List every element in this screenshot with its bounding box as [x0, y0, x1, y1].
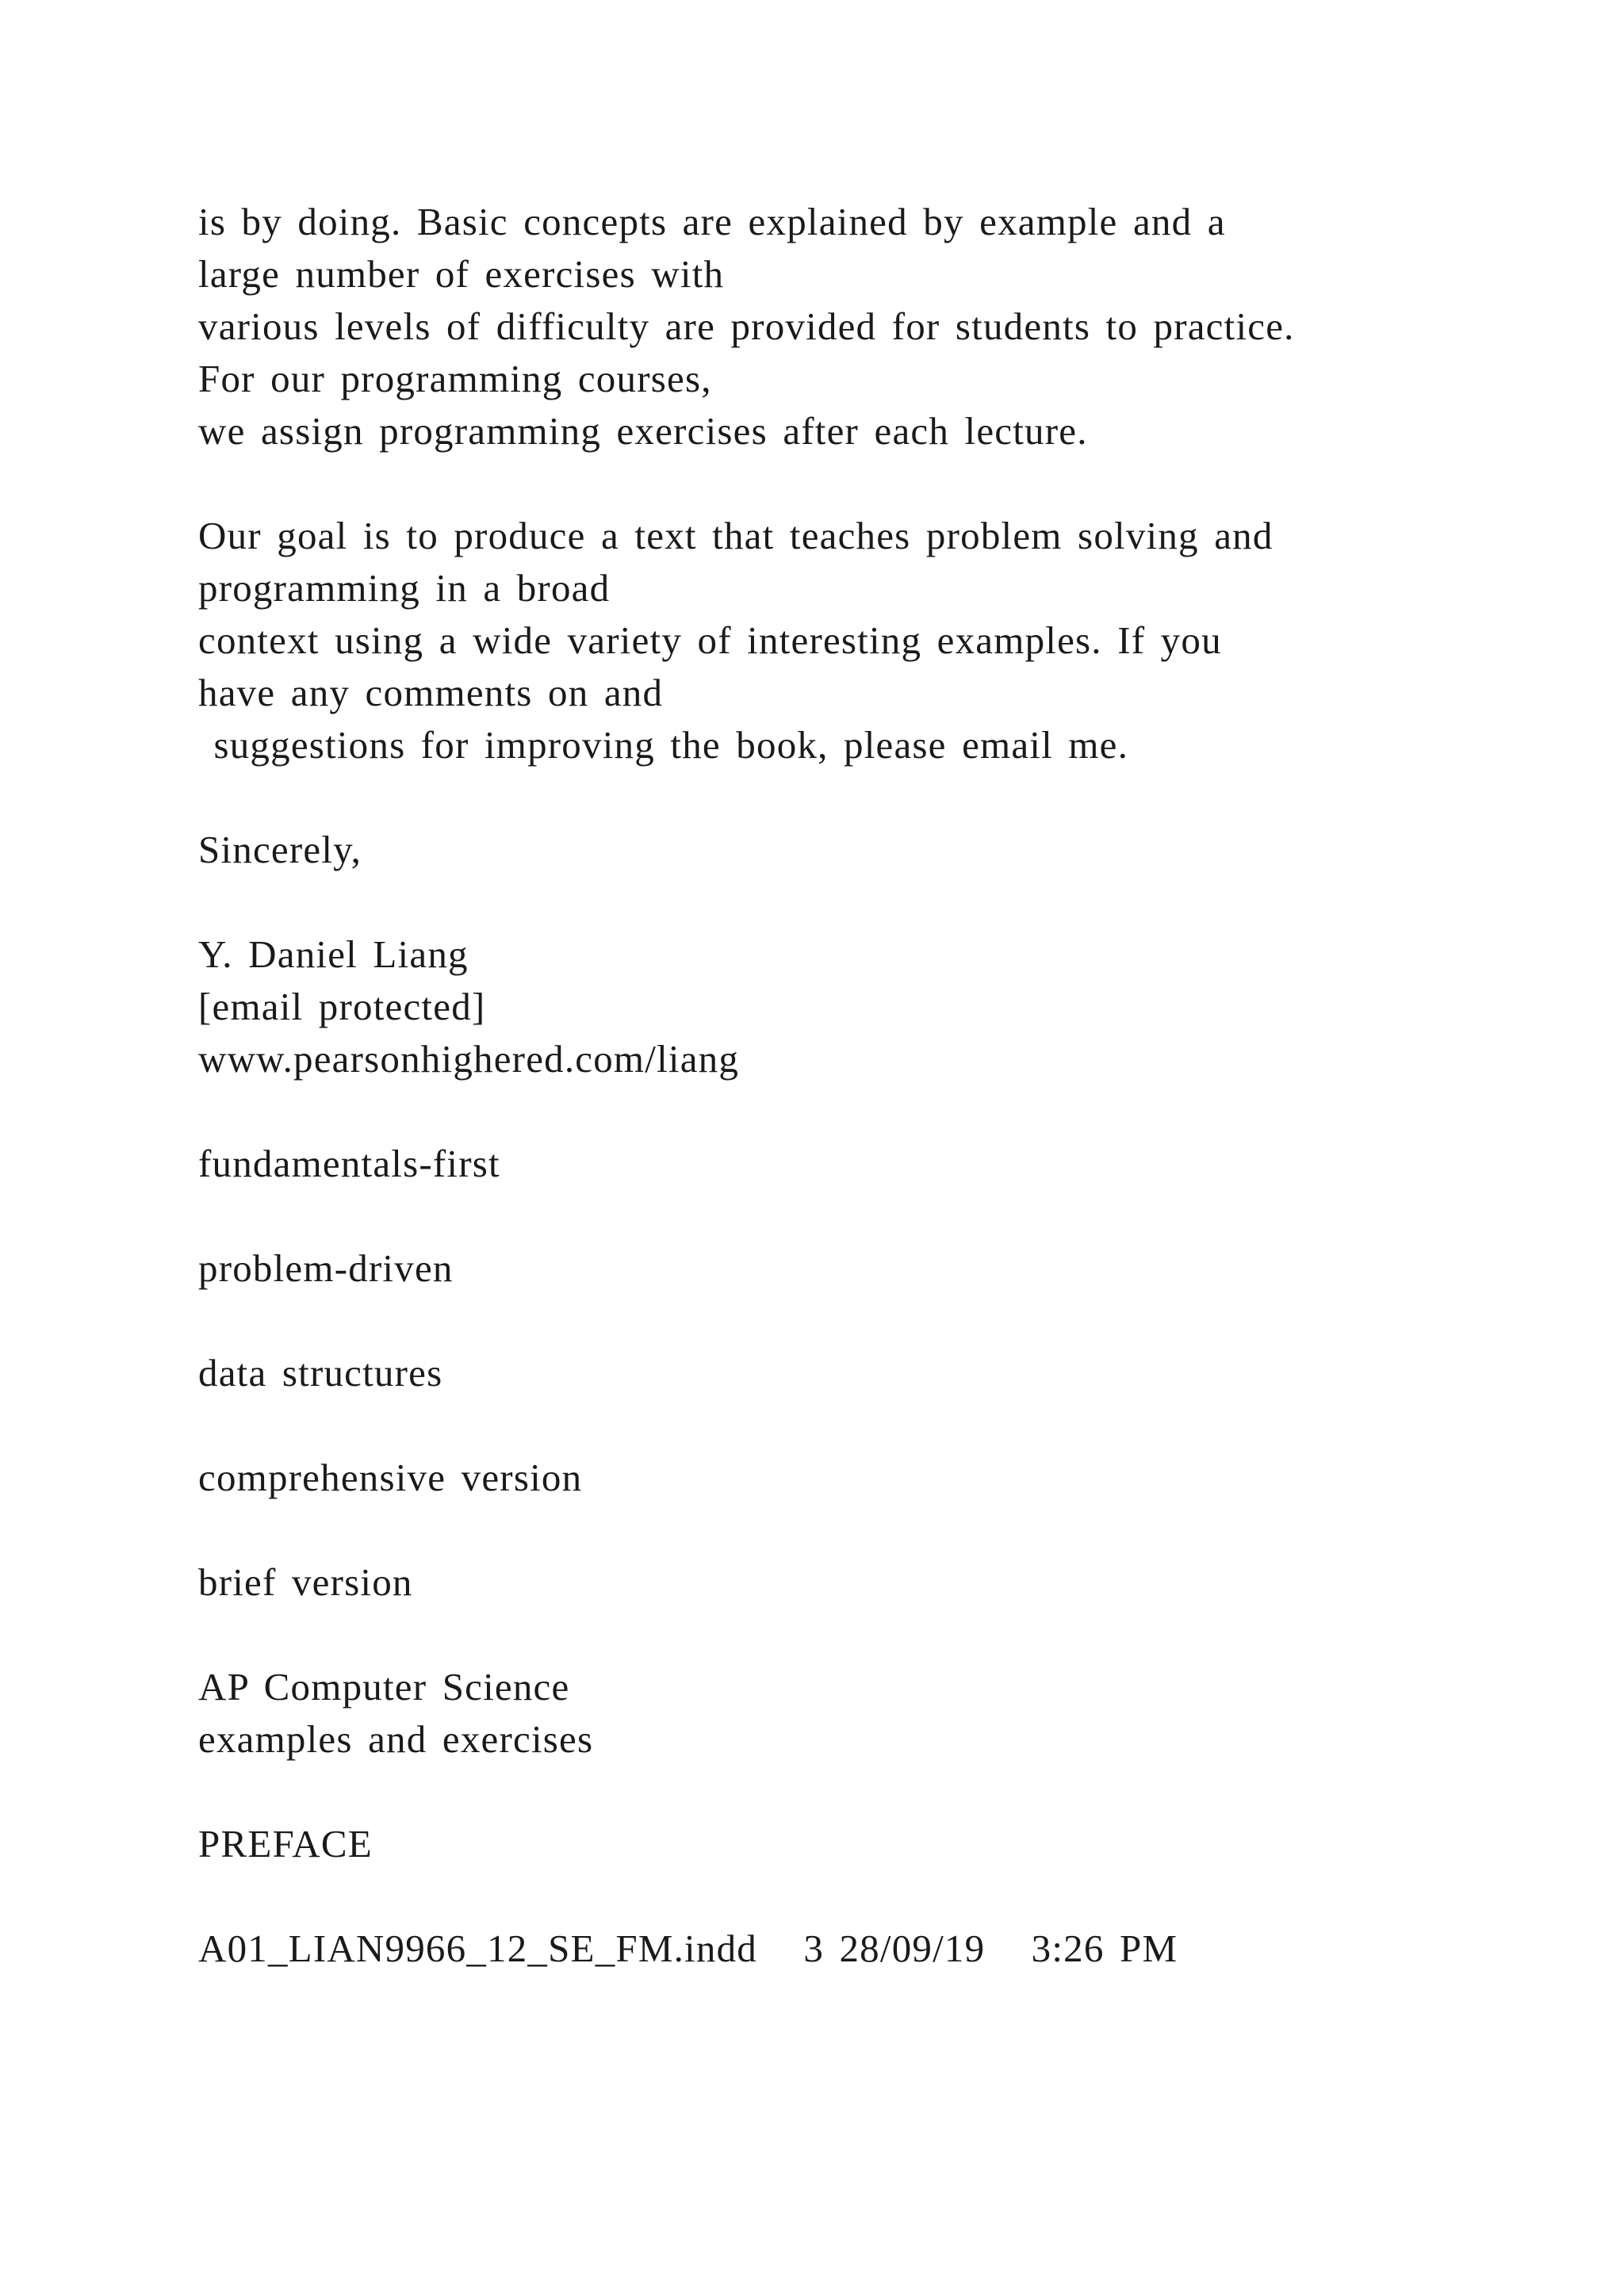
blank-line	[198, 1085, 1546, 1138]
text-line: various levels of difficulty are provided for students to practice.	[198, 304, 1295, 348]
author-website: www.pearsonhighered.com/liang	[198, 1037, 740, 1081]
text-line: Our goal is to produce a text that teaches problem solving and	[198, 514, 1274, 557]
text-line: large number of exercises with	[198, 252, 725, 296]
paragraph-goal	[198, 510, 1546, 771]
term-item: comprehensive version	[198, 1456, 583, 1499]
blank-line	[198, 1609, 1546, 1661]
blank-line	[198, 1766, 1546, 1818]
text-line: For our programming courses,	[198, 357, 712, 400]
blank-line	[198, 876, 1546, 928]
author-name: Y. Daniel Liang	[198, 932, 469, 976]
document-body	[198, 196, 1546, 1975]
paragraph-intro	[198, 196, 1546, 457]
blank-line	[198, 457, 1546, 510]
blank-line	[198, 1399, 1546, 1452]
blank-line	[198, 1870, 1546, 1923]
blank-line	[198, 1504, 1546, 1556]
term-item: problem-driven	[198, 1246, 454, 1290]
term-item: brief version	[198, 1560, 413, 1604]
text-line: context using a wide variety of interesting examples. If you	[198, 618, 1222, 662]
signature-block	[198, 928, 1546, 1085]
ap-subtitle: examples and exercises	[198, 1717, 594, 1761]
term-item: fundamentals-first	[198, 1142, 500, 1185]
text-line: we assign programming exercises after each lecture.	[198, 409, 1088, 453]
print-slug: A01_LIAN9966_12_SE_FM.indd 3 28/09/19 3:26 PM	[198, 1927, 1178, 1970]
term-item: data structures	[198, 1351, 443, 1395]
blank-line	[198, 771, 1546, 824]
ap-block	[198, 1661, 1546, 1766]
text-line: programming in a broad	[198, 566, 611, 610]
text-line: is by doing. Basic concepts are explained by example and a	[198, 200, 1226, 243]
blank-line	[198, 1190, 1546, 1242]
section-title: PREFACE	[198, 1822, 373, 1866]
author-email: [email protected]	[198, 985, 486, 1028]
ap-title: AP Computer Science	[198, 1665, 570, 1709]
text-line: have any comments on and	[198, 671, 664, 714]
closing-salutation: Sincerely,	[198, 828, 362, 871]
blank-line	[198, 1295, 1546, 1347]
text-line: suggestions for improving the book, please email me.	[198, 723, 1129, 767]
